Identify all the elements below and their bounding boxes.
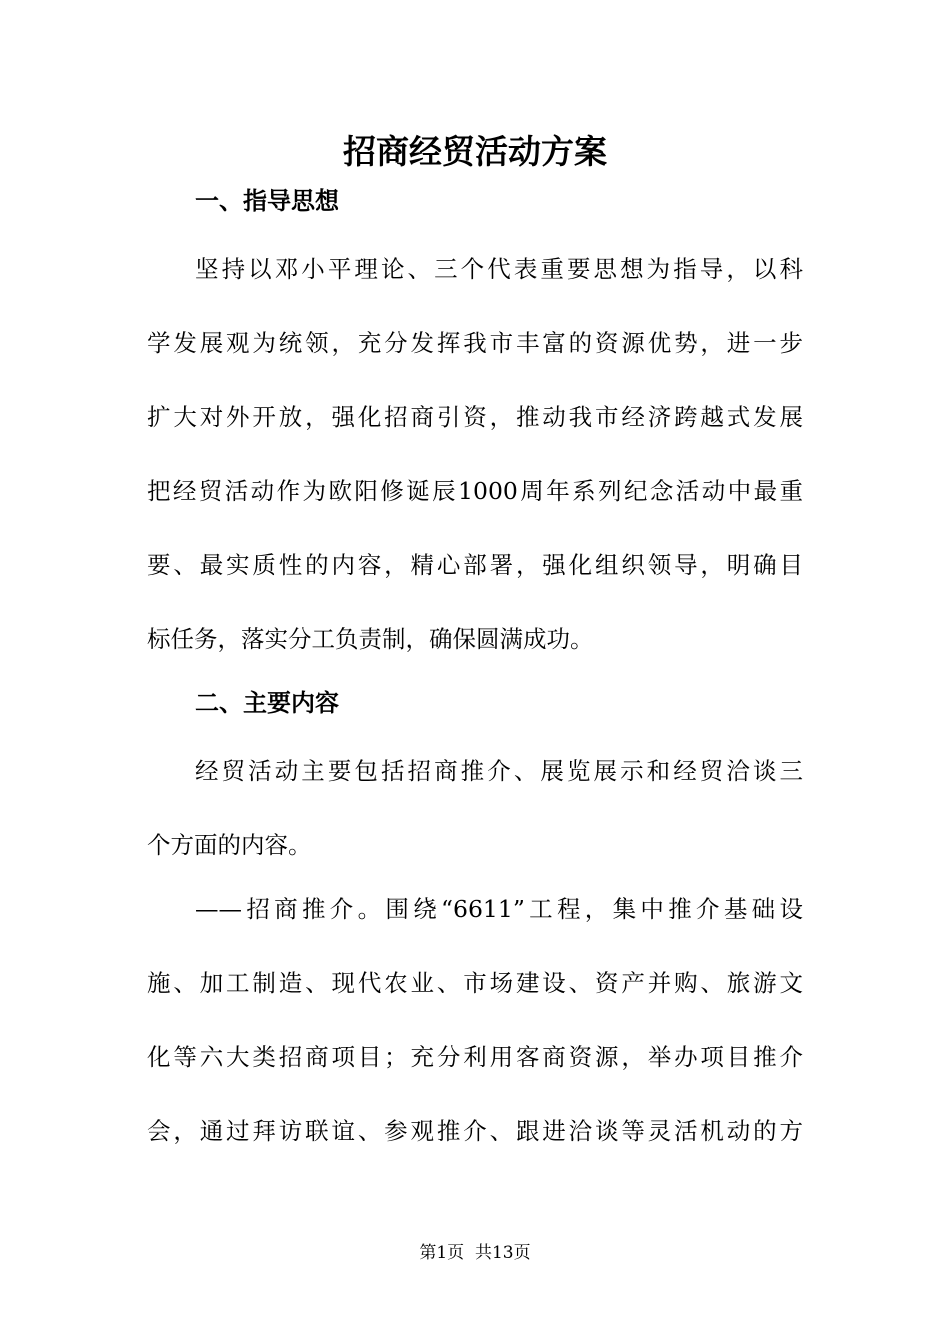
paragraph-main-content-intro <box>147 734 803 882</box>
page-number-label: 第1页 共13页 <box>419 1243 531 1263</box>
paragraph-guiding-ideology <box>147 232 803 676</box>
section-heading-main-content: 二、主要内容 <box>195 689 339 717</box>
paragraph-line: 经贸活动主要包括招商推介、展览展示和经贸洽谈三 <box>195 757 803 785</box>
paragraph-line: 要、最实质性的内容，精心部署，强化组织领导，明确目 <box>147 551 803 579</box>
paragraph-line: 学发展观为统领，充分发挥我市丰富的资源优势，进一步 <box>147 329 803 357</box>
paragraph-investment-promotion <box>147 872 803 1168</box>
paragraph-line: 化等六大类招商项目；充分利用客商资源，举办项目推介 <box>147 1043 803 1071</box>
paragraph-line: 标任务，落实分工负责制，确保圆满成功。 <box>147 625 594 653</box>
paragraph-line: 把经贸活动作为欧阳修诞辰1000周年系列纪念活动中最重 <box>147 477 803 505</box>
section-heading-guiding-ideology: 一、指导思想 <box>195 187 339 215</box>
page-footer <box>0 1241 950 1265</box>
paragraph-line: 扩大对外开放，强化招商引资，推动我市经济跨越式发展 <box>147 403 803 431</box>
paragraph-line: 施、加工制造、现代农业、市场建设、资产并购、旅游文 <box>147 969 803 997</box>
paragraph-line: ——招商推介。围绕“6611”工程，集中推介基础设 <box>195 895 803 923</box>
paragraph-line: 个方面的内容。 <box>147 831 312 859</box>
paragraph-line: 会，通过拜访联谊、参观推介、跟进洽谈等灵活机动的方 <box>147 1117 803 1145</box>
document-title: 招商经贸活动方案 <box>343 132 607 171</box>
paragraph-line: 坚持以邓小平理论、三个代表重要思想为指导，以科 <box>195 255 803 283</box>
